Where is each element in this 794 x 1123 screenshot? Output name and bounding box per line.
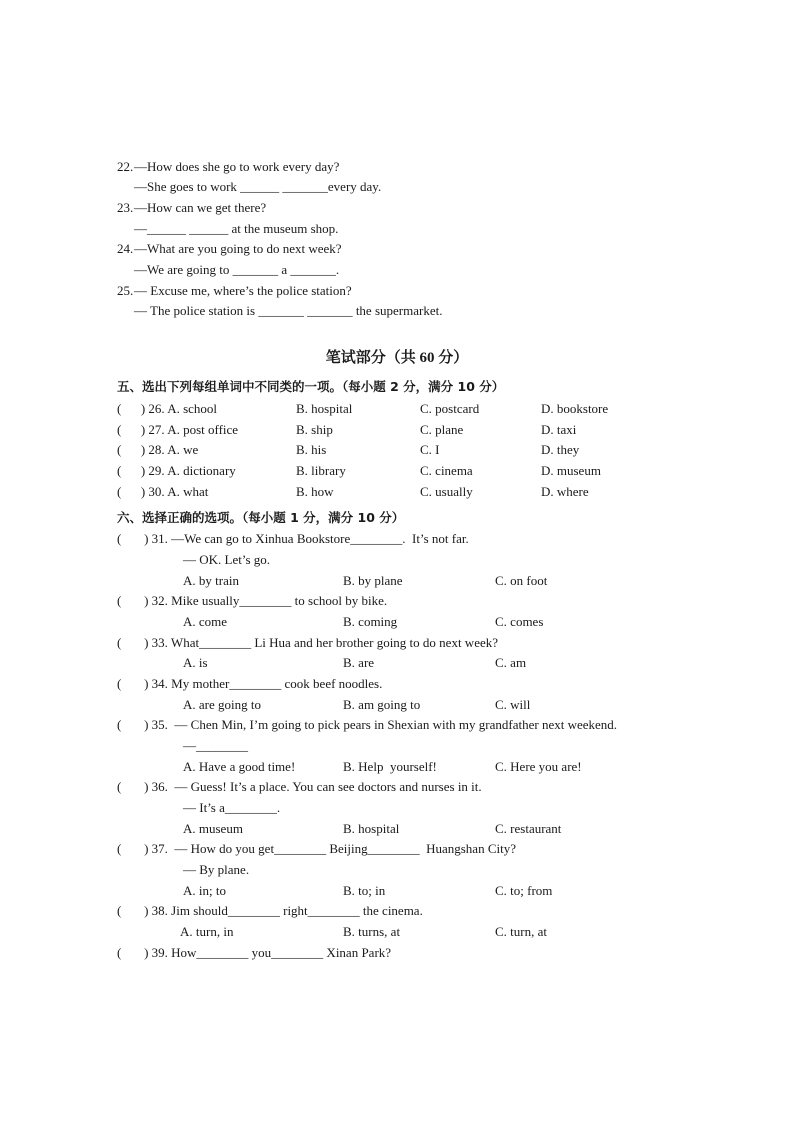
- q25-number: 25.: [117, 283, 134, 298]
- q36-options: [0, 819, 562, 839]
- q30-option-c: C. usually: [420, 484, 473, 499]
- q34-stem-text: ( ) 34. My mother________ cook beef noodles.: [117, 676, 383, 691]
- q29-option-a: ( ) 29. A. dictionary: [117, 463, 236, 478]
- q26-option-c: C. postcard: [420, 401, 480, 416]
- q33-stem: [0, 633, 498, 653]
- q31-option-b: B. by plane: [343, 573, 403, 588]
- q38-option-c: C. turn, at: [495, 924, 547, 939]
- q36-stem-text: ( ) 36. — Guess! It’s a place. You can see doctors and nurses in it.: [117, 779, 482, 794]
- list-item: [0, 461, 601, 481]
- q37-option-c: C. to; from: [495, 883, 553, 898]
- q24-answer: [0, 260, 340, 280]
- q31-option-a: A. by train: [183, 573, 239, 588]
- q34-options: [0, 695, 531, 715]
- q34-stem: [0, 674, 383, 694]
- q35-option-a: A. Have a good time!: [183, 759, 296, 774]
- q22-answer: [0, 177, 382, 197]
- q37-options: [0, 881, 553, 901]
- q36-option-a: A. museum: [183, 821, 243, 836]
- section6-title-text: 六、选择正确的选项。（每小题 1 分，满分 10 分）: [117, 510, 405, 525]
- q38-stem: [0, 901, 423, 921]
- q26-option-a: ( ) 26. A. school: [117, 401, 218, 416]
- q32-option-a: A. come: [183, 614, 228, 629]
- q34-option-a: A. are going to: [183, 697, 261, 712]
- q37-stem-text: ( ) 37. — How do you get________ Beijing________ Huangshan City?: [117, 841, 516, 856]
- section6-title: [0, 508, 405, 528]
- q38-option-a: A. turn, in: [180, 924, 234, 939]
- q24-answer-text: —We are going to _______ a _______.: [134, 262, 340, 277]
- q27-option-a: ( ) 27. A. post office: [117, 422, 239, 437]
- q28-option-c: C. I: [420, 442, 440, 457]
- q28-option-d: D. they: [541, 442, 580, 457]
- q29-option-d: D. museum: [541, 463, 601, 478]
- q39-stem-text: ( ) 39. How________ you________ Xinan Park?: [117, 945, 392, 960]
- list-item: [0, 399, 609, 419]
- q31-reply: [0, 550, 271, 570]
- q35-stem-text: ( ) 35. — Chen Min, I’m going to pick pears in Shexian with my grandfather next weekend.: [117, 717, 618, 732]
- q22-prompt: —How does she go to work every day?: [134, 159, 340, 174]
- q35-option-c: C. Here you are!: [495, 759, 582, 774]
- q36-reply: [0, 798, 281, 818]
- q37-reply-text: — By plane.: [183, 862, 250, 877]
- q37-reply: [0, 860, 250, 880]
- q38-options: [0, 922, 547, 942]
- q32-option-b: B. coming: [343, 614, 398, 629]
- q33-option-a: A. is: [183, 655, 208, 670]
- section5-title: [0, 377, 505, 397]
- q31-options: [0, 571, 548, 591]
- q33-option-b: B. are: [343, 655, 375, 670]
- q35-option-b: B. Help yourself!: [343, 759, 437, 774]
- q27-option-c: C. plane: [420, 422, 464, 437]
- q26-option-b: B. hospital: [296, 401, 353, 416]
- q35-stem: [0, 715, 618, 735]
- q30-option-d: D. where: [541, 484, 589, 499]
- q23-answer-text: —______ ______ at the museum shop.: [134, 221, 339, 236]
- q31-option-c: C. on foot: [495, 573, 548, 588]
- q33-option-c: C. am: [495, 655, 527, 670]
- q35-reply-text: —________: [183, 738, 248, 753]
- q26-option-d: D. bookstore: [541, 401, 609, 416]
- written-part-title: 笔试部分（共 60 分）: [325, 350, 469, 366]
- q30-option-b: B. how: [296, 484, 334, 499]
- q33-options: [0, 653, 527, 673]
- q31-stem: [0, 529, 469, 549]
- q29-option-b: B. library: [296, 463, 346, 478]
- list-item: [0, 420, 577, 440]
- q30-option-a: ( ) 30. A. what: [117, 484, 209, 499]
- q27-option-d: D. taxi: [541, 422, 577, 437]
- q33-stem-text: ( ) 33. What________ Li Hua and her brother going to do next week?: [117, 635, 498, 650]
- q31-stem-text: ( ) 31. —We can go to Xinhua Bookstore________. It’s not far.: [117, 531, 469, 546]
- q38-option-b: B. turns, at: [343, 924, 401, 939]
- q35-reply: [0, 736, 248, 756]
- q24-number: 24.: [117, 241, 134, 256]
- q32-options: [0, 612, 544, 632]
- q25-answer-text: — The police station is _______ _______ the supermarket.: [134, 303, 443, 318]
- q22-number: 22.: [117, 159, 134, 174]
- q34-option-b: B. am going to: [343, 697, 421, 712]
- q28-option-a: ( ) 28. A. we: [117, 442, 199, 457]
- list-item: [0, 482, 589, 502]
- q23-answer: [0, 219, 339, 239]
- q24-question: [0, 239, 342, 259]
- q36-stem: [0, 777, 482, 797]
- q38-stem-text: ( ) 38. Jim should________ right________ the cinema.: [117, 903, 423, 918]
- q25-answer: [0, 301, 443, 321]
- q32-stem: [0, 591, 388, 611]
- q31-reply-text: — OK. Let’s go.: [183, 552, 271, 567]
- q37-stem: [0, 839, 516, 859]
- q22-answer-text: —She goes to work ______ _______every day.: [134, 179, 382, 194]
- list-item: [0, 440, 580, 460]
- q23-question: [0, 198, 267, 218]
- q25-prompt: — Excuse me, where’s the police station?: [134, 283, 352, 298]
- q28-option-b: B. his: [296, 442, 327, 457]
- q37-option-b: B. to; in: [343, 883, 386, 898]
- q27-option-b: B. ship: [296, 422, 333, 437]
- q22-question: [0, 157, 340, 177]
- q23-prompt: —How can we get there?: [134, 200, 267, 215]
- section5-title-text: 五、选出下列每组单词中不同类的一项。（每小题 2 分，满分 10 分）: [117, 379, 505, 394]
- q32-stem-text: ( ) 32. Mike usually________ to school by bike.: [117, 593, 388, 608]
- q36-reply-text: — It’s a________.: [183, 800, 281, 815]
- q34-option-c: C. will: [495, 697, 531, 712]
- q24-prompt: —What are you going to do next week?: [134, 241, 342, 256]
- q35-options: [0, 757, 582, 777]
- q36-option-b: B. hospital: [343, 821, 400, 836]
- q32-option-c: C. comes: [495, 614, 544, 629]
- q39-stem: [0, 943, 392, 963]
- q36-option-c: C. restaurant: [495, 821, 562, 836]
- q29-option-c: C. cinema: [420, 463, 473, 478]
- q25-question: [0, 281, 352, 301]
- q37-option-a: A. in; to: [183, 883, 226, 898]
- q23-number: 23.: [117, 200, 134, 215]
